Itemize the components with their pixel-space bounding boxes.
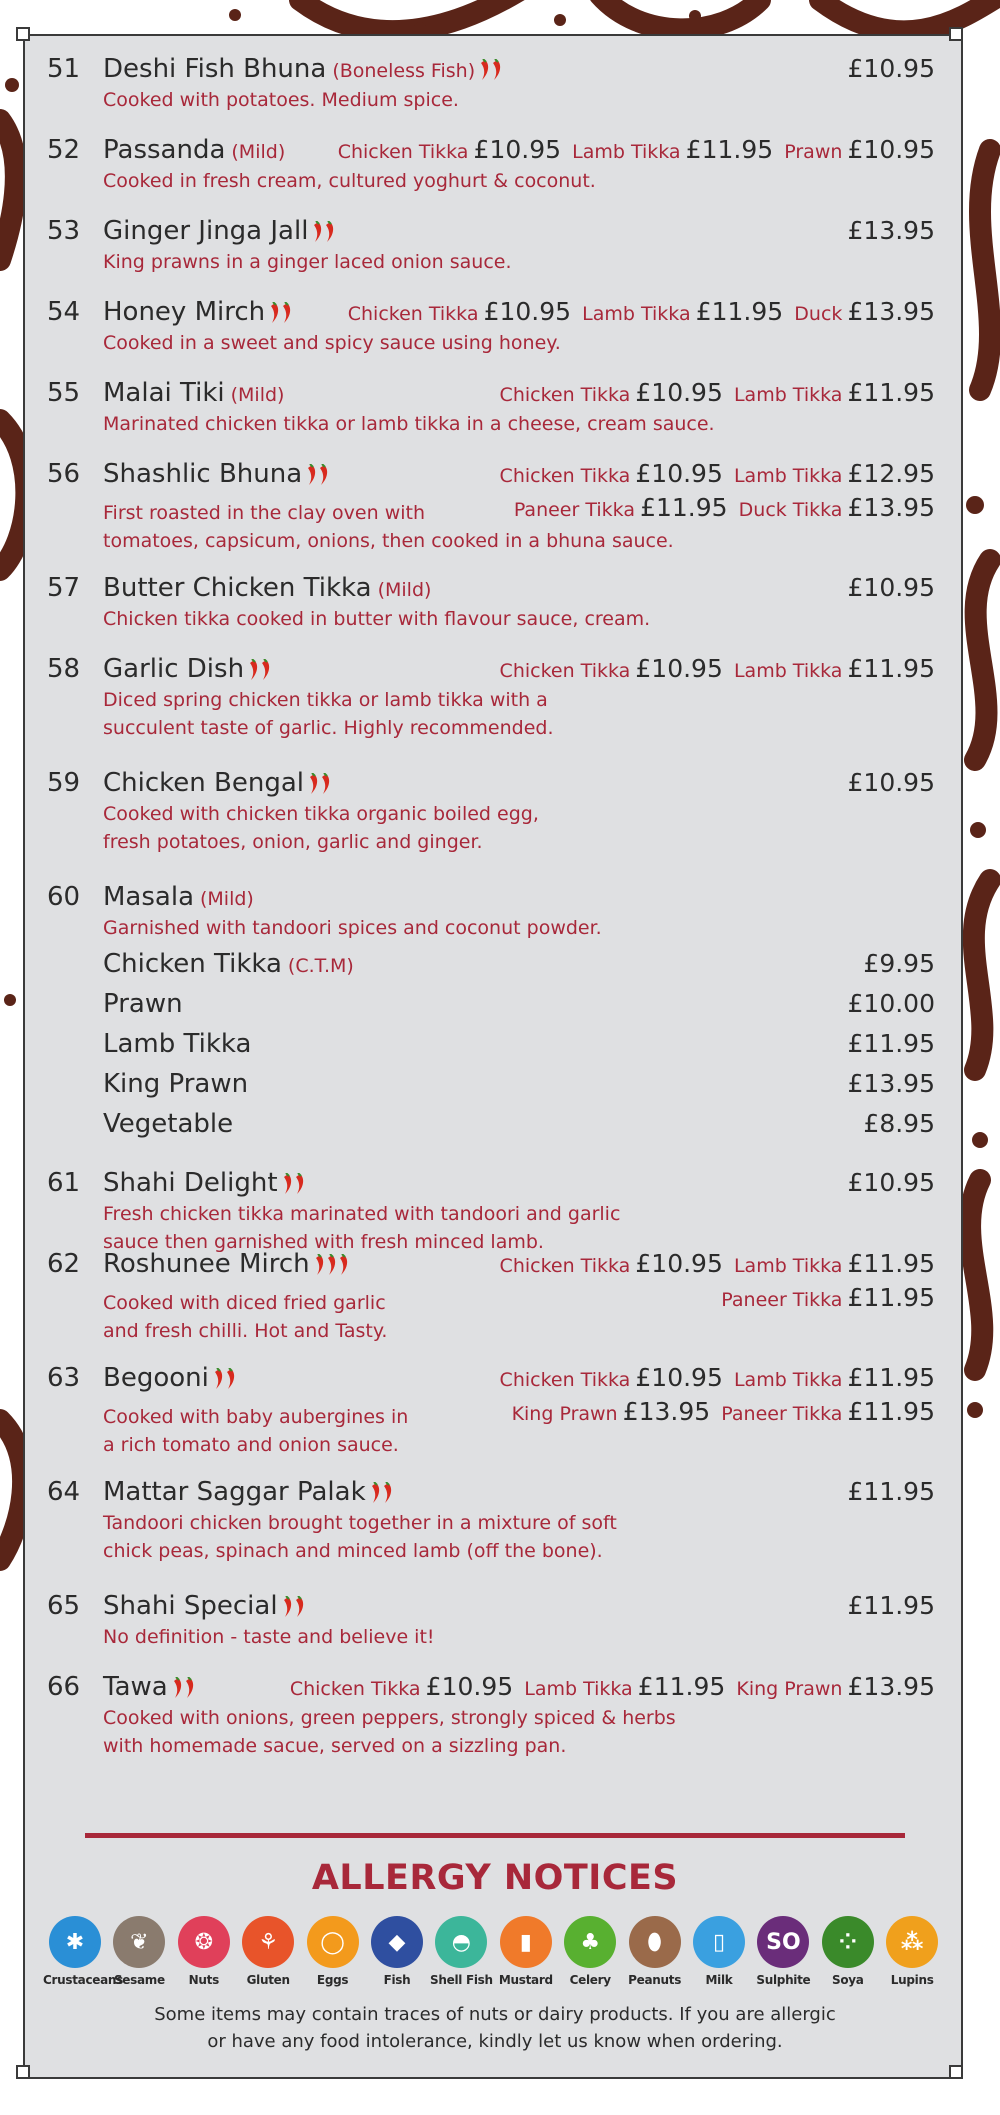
price-value: £11.95 xyxy=(640,493,728,522)
price-label: Chicken Tikka xyxy=(337,141,469,163)
allergen-badge xyxy=(816,1916,880,1987)
item-number: 61 xyxy=(47,1168,81,1198)
subitem-price: £11.95 xyxy=(847,1029,935,1058)
dish-description: No definition - taste and believe it! xyxy=(103,1626,435,1648)
allergen-label: Sulphite xyxy=(756,1973,811,1987)
dish-name: Malai Tiki xyxy=(103,378,225,408)
dish-description: Cooked in fresh cream, cultured yoghurt & coconut. xyxy=(103,170,596,192)
allergen-badge xyxy=(558,1916,622,1987)
allergen-glyph: ▯ xyxy=(712,1929,726,1955)
price-value: £10.95 xyxy=(847,135,935,164)
allergen-label: Peanuts xyxy=(628,1973,682,1987)
chili-icon xyxy=(370,1482,394,1504)
subitem-label: Vegetable xyxy=(103,1109,234,1139)
price-value: £10.95 xyxy=(635,654,723,683)
price-row xyxy=(848,768,935,797)
price-value: £10.95 xyxy=(635,378,723,407)
price-label: Lamb Tikka xyxy=(733,1369,843,1391)
frame-corner xyxy=(16,27,30,41)
frame-corner xyxy=(949,27,963,41)
item-heading xyxy=(103,135,285,165)
item-number: 58 xyxy=(47,654,81,684)
allergen-badge xyxy=(365,1916,429,1987)
dish-name: Begooni xyxy=(103,1363,209,1393)
subitem-name xyxy=(103,1029,251,1059)
dish-name: Deshi Fish Bhuna xyxy=(103,54,327,84)
chili-icon xyxy=(306,464,330,486)
allergy-notice-line: Some items may contain traces of nuts or dairy products. If you are allergic xyxy=(154,2004,836,2025)
price-value: £11.95 xyxy=(847,1397,935,1426)
item-heading xyxy=(103,1591,306,1621)
price-label: Lamb Tikka xyxy=(733,465,843,487)
price-label: Chicken Tikka xyxy=(499,1369,631,1391)
allergy-title: ALLERGY NOTICES xyxy=(311,1858,679,1898)
price-row xyxy=(848,1477,935,1506)
dish-note: (Boneless Fish) xyxy=(332,60,476,82)
price-label: Paneer Tikka xyxy=(721,1289,843,1311)
dish-name: Masala xyxy=(103,882,194,912)
subitem-label: Lamb Tikka xyxy=(103,1029,252,1059)
dish-description: Cooked with baby aubergines in xyxy=(103,1406,409,1428)
dish-name: Tawa xyxy=(103,1672,168,1702)
chili-icon xyxy=(282,1596,306,1618)
dish-description: a rich tomato and onion sauce. xyxy=(103,1434,399,1456)
chili-icon xyxy=(308,773,332,795)
frame-corner xyxy=(16,2065,30,2079)
price-label: Chicken Tikka xyxy=(289,1678,421,1700)
peanut-icon xyxy=(629,1916,681,1968)
chili-icon xyxy=(314,1254,350,1276)
price-row xyxy=(348,297,935,326)
price-value: £10.95 xyxy=(473,135,562,164)
price-label: Duck xyxy=(794,303,843,325)
item-heading xyxy=(103,882,254,912)
item-heading xyxy=(103,573,431,603)
price-label: King Prawn xyxy=(511,1403,618,1425)
dish-name: Shahi Special xyxy=(103,1591,278,1621)
price-value: £11.95 xyxy=(847,654,935,683)
price-label: Lamb Tikka xyxy=(733,660,843,682)
dish-description: Fresh chicken tikka marinated with tandoori and garlic xyxy=(103,1203,621,1225)
dish-name: Shahi Delight xyxy=(103,1168,278,1198)
price-label: King Prawn xyxy=(736,1678,843,1700)
item-number: 55 xyxy=(47,378,81,408)
allergen-badge xyxy=(687,1916,751,1987)
dish-name: Garlic Dish xyxy=(103,654,245,684)
item-number: 66 xyxy=(47,1672,81,1702)
dish-name: Roshunee Mirch xyxy=(103,1249,310,1279)
allergen-glyph: ⬮ xyxy=(647,1929,662,1955)
price-value: £11.95 xyxy=(695,297,784,326)
item-number: 51 xyxy=(47,54,81,84)
price-label: Chicken Tikka xyxy=(347,303,479,325)
allergen-badge xyxy=(301,1916,365,1987)
chili-icon xyxy=(248,659,272,681)
allergen-label: Nuts xyxy=(188,1973,219,1987)
price-label: Paneer Tikka xyxy=(513,499,635,521)
price-label: Lamb Tikka xyxy=(582,303,691,325)
item-heading xyxy=(103,1363,237,1393)
subitem-name xyxy=(103,989,183,1019)
price-label: Chicken Tikka xyxy=(499,1255,631,1277)
allergen-glyph: ⁘ xyxy=(838,1929,858,1955)
mustard-icon xyxy=(500,1916,552,1968)
allergen-label: Eggs xyxy=(316,1973,349,1987)
dish-description: succulent taste of garlic. Highly recommended. xyxy=(103,717,554,739)
price-label: Lamb Tikka xyxy=(733,384,843,406)
allergen-glyph: ⚘ xyxy=(258,1929,279,1955)
item-heading xyxy=(103,1477,394,1507)
price-value: £10.95 xyxy=(847,54,935,83)
price-value: £11.95 xyxy=(847,1249,935,1278)
price-row xyxy=(338,135,935,164)
item-heading xyxy=(103,378,284,408)
dish-note: (Mild) xyxy=(377,579,432,601)
allergen-glyph: ⁂ xyxy=(900,1929,924,1955)
dish-note: (Mild) xyxy=(200,888,254,910)
celery-icon xyxy=(564,1916,616,1968)
price-label: Prawn xyxy=(784,141,843,163)
allergen-glyph: ◓ xyxy=(451,1929,471,1955)
allergen-badge xyxy=(172,1916,236,1987)
item-heading xyxy=(103,1249,350,1279)
dish-description: with homemade sacue, served on a sizzling pan. xyxy=(103,1735,567,1757)
price-value: £11.95 xyxy=(847,378,935,407)
shellfish-icon xyxy=(435,1916,487,1968)
subitem-label: Prawn xyxy=(103,989,183,1019)
allergen-badge xyxy=(623,1916,687,1987)
subitem-note: (C.T.M) xyxy=(287,955,354,977)
dish-description: chick peas, spinach and minced lamb (off the bone). xyxy=(103,1540,603,1562)
dish-name: Butter Chicken Tikka xyxy=(103,573,372,603)
dish-description: and fresh chilli. Hot and Tasty. xyxy=(103,1320,388,1342)
subitem-label: King Prawn xyxy=(103,1069,249,1099)
chili-icon xyxy=(282,1173,306,1195)
allergen-glyph: ♣ xyxy=(580,1929,601,1955)
price-row xyxy=(848,1168,935,1197)
soya-icon xyxy=(822,1916,874,1968)
item-number: 52 xyxy=(47,135,81,165)
item-number: 54 xyxy=(47,297,81,327)
item-heading xyxy=(103,297,293,327)
price-label: Lamb Tikka xyxy=(733,1255,843,1277)
price-label: Chicken Tikka xyxy=(499,465,631,487)
allergen-badge xyxy=(107,1916,171,1987)
price-value: £13.95 xyxy=(847,1672,935,1701)
lupin-icon xyxy=(886,1916,938,1968)
item-number: 63 xyxy=(47,1363,81,1393)
price-value: £10.95 xyxy=(483,297,572,326)
subitem-label: Chicken Tikka xyxy=(103,949,282,979)
item-number: 59 xyxy=(47,768,81,798)
price-value: £12.95 xyxy=(847,459,935,488)
dish-description: Cooked with potatoes. Medium spice. xyxy=(103,89,459,111)
dish-name: Passanda xyxy=(103,135,226,165)
dish-name: Chicken Bengal xyxy=(103,768,304,798)
item-heading xyxy=(103,1672,196,1702)
subitem-price: £13.95 xyxy=(847,1069,935,1098)
price-value: £11.95 xyxy=(637,1672,726,1701)
allergen-label: Crustaceans xyxy=(43,1973,123,1987)
price-row xyxy=(848,54,935,83)
allergen-glyph: ◆ xyxy=(388,1929,406,1955)
subitem-name xyxy=(103,1109,233,1139)
price-row xyxy=(721,1283,935,1312)
dish-description: Cooked with chicken tikka organic boiled egg, xyxy=(103,803,539,825)
allergen-label: Sesame xyxy=(113,1973,165,1987)
subitem-price: £9.95 xyxy=(863,949,935,978)
allergy-notice xyxy=(25,2001,965,2055)
dish-note: (Mild) xyxy=(231,141,286,163)
allergen-glyph: ❂ xyxy=(194,1929,214,1955)
dish-description: tomatoes, capsicum, onions, then cooked in a bhuna sauce. xyxy=(103,530,674,552)
price-row xyxy=(290,1672,935,1701)
dish-description: Cooked with onions, green peppers, strongly spiced & herbs xyxy=(103,1707,676,1729)
price-value: £13.95 xyxy=(847,493,935,522)
sulphite-icon xyxy=(757,1916,809,1968)
allergen-badge xyxy=(43,1916,123,1987)
dish-description: King prawns in a ginger laced onion sauce. xyxy=(103,251,512,273)
allergen-label: Milk xyxy=(705,1973,733,1987)
allergen-label: Mustard xyxy=(498,1973,553,1987)
dish-name: Ginger Jinga Jall xyxy=(103,216,309,246)
allergen-badge xyxy=(880,1916,944,1987)
item-heading xyxy=(103,459,330,489)
price-value: £13.95 xyxy=(622,1397,711,1426)
price-row xyxy=(500,378,935,407)
chili-icon xyxy=(172,1677,196,1699)
allergy-notice-line: or have any food intolerance, kindly let us know when ordering. xyxy=(207,2031,783,2052)
item-heading xyxy=(103,216,336,246)
item-heading xyxy=(103,654,272,684)
price-label: Lamb Tikka xyxy=(524,1678,633,1700)
price-label: Lamb Tikka xyxy=(572,141,681,163)
item-number: 56 xyxy=(47,459,81,489)
price-value: £11.95 xyxy=(847,1591,935,1620)
dish-name: Honey Mirch xyxy=(103,297,266,327)
allergen-badge xyxy=(751,1916,815,1987)
allergen-label: Fish xyxy=(383,1973,411,1987)
allergen-glyph: ✱ xyxy=(65,1929,85,1955)
price-row xyxy=(514,493,935,522)
price-row xyxy=(500,459,935,488)
allergen-glyph: SO xyxy=(766,1929,801,1955)
price-value: £11.95 xyxy=(847,1477,935,1506)
item-number: 53 xyxy=(47,216,81,246)
fish-icon xyxy=(371,1916,423,1968)
price-value: £11.95 xyxy=(847,1283,935,1312)
sesame-icon xyxy=(113,1916,165,1968)
allergen-label: Celery xyxy=(569,1973,611,1987)
item-heading xyxy=(103,54,503,84)
price-row xyxy=(848,573,935,602)
frame-corner xyxy=(949,2065,963,2079)
chili-icon xyxy=(213,1368,237,1390)
price-value: £11.95 xyxy=(847,1363,935,1392)
allergen-glyph: ❦ xyxy=(130,1929,149,1955)
allergen-glyph: ▮ xyxy=(519,1929,532,1955)
allergen-label: Soya xyxy=(831,1973,864,1987)
dish-description: First roasted in the clay oven with xyxy=(103,502,426,524)
item-heading xyxy=(103,768,332,798)
subitem-price: £10.00 xyxy=(847,989,935,1018)
price-row xyxy=(848,1591,935,1620)
price-value: £10.95 xyxy=(847,573,935,602)
dish-description: Garnished with tandoori spices and coconut powder. xyxy=(103,917,602,939)
price-value: £10.95 xyxy=(425,1672,514,1701)
dish-description: Diced spring chicken tikka or lamb tikka with a xyxy=(103,689,548,711)
price-label: Chicken Tikka xyxy=(499,660,631,682)
subitem-price: £8.95 xyxy=(863,1109,935,1138)
price-value: £13.95 xyxy=(847,216,935,245)
dish-name: Shashlic Bhuna xyxy=(103,459,303,489)
price-label: Chicken Tikka xyxy=(499,384,631,406)
dish-name: Mattar Saggar Palak xyxy=(103,1477,366,1507)
allergen-badge xyxy=(494,1916,558,1987)
crab-icon xyxy=(49,1916,101,1968)
dish-description: Marinated chicken tikka or lamb tikka in a cheese, cream sauce. xyxy=(103,413,715,435)
price-value: £10.95 xyxy=(635,1363,723,1392)
subitem-name xyxy=(103,1069,248,1099)
price-label: Paneer Tikka xyxy=(721,1403,843,1425)
price-row xyxy=(500,1363,935,1392)
price-row xyxy=(500,654,935,683)
price-value: £13.95 xyxy=(847,297,935,326)
item-number: 64 xyxy=(47,1477,81,1507)
price-row xyxy=(512,1397,935,1426)
allergen-badge xyxy=(429,1916,493,1987)
egg-icon xyxy=(307,1916,359,1968)
price-value: £10.95 xyxy=(635,1249,723,1278)
price-value: £11.95 xyxy=(685,135,774,164)
milk-icon xyxy=(693,1916,745,1968)
dish-description: sauce then garnished with fresh minced lamb. xyxy=(103,1231,544,1253)
dish-description: Cooked in a sweet and spicy sauce using honey. xyxy=(103,332,561,354)
wheat-icon xyxy=(242,1916,294,1968)
price-value: £10.95 xyxy=(635,459,723,488)
price-row xyxy=(848,216,935,245)
dish-description: Cooked with diced fried garlic xyxy=(103,1292,386,1314)
chili-icon xyxy=(479,59,503,81)
price-row xyxy=(500,1249,935,1278)
price-value: £10.95 xyxy=(847,768,935,797)
item-heading xyxy=(103,1168,306,1198)
allergen-label: Lupins xyxy=(890,1973,934,1987)
item-number: 57 xyxy=(47,573,81,603)
dish-description: Tandoori chicken brought together in a mixture of soft xyxy=(103,1512,617,1534)
chili-icon xyxy=(269,302,293,324)
dish-note: (Mild) xyxy=(230,384,285,406)
dish-description: fresh potatoes, onion, garlic and ginger. xyxy=(103,831,483,853)
item-number: 62 xyxy=(47,1249,81,1279)
dish-description: Chicken tikka cooked in butter with flavour sauce, cream. xyxy=(103,608,651,630)
menu-panel xyxy=(23,34,963,2079)
chili-icon xyxy=(312,221,336,243)
subitem-name xyxy=(103,949,354,979)
allergen-glyph: ◯ xyxy=(320,1929,345,1955)
allergen-label: Gluten xyxy=(246,1973,290,1987)
allergen-badge xyxy=(236,1916,300,1987)
nut-icon xyxy=(178,1916,230,1968)
item-number: 65 xyxy=(47,1591,81,1621)
section-divider xyxy=(85,1833,905,1838)
item-number: 60 xyxy=(47,882,81,912)
price-label: Duck Tikka xyxy=(738,499,843,521)
price-value: £10.95 xyxy=(847,1168,935,1197)
allergen-label: Shell Fish xyxy=(430,1973,493,1987)
